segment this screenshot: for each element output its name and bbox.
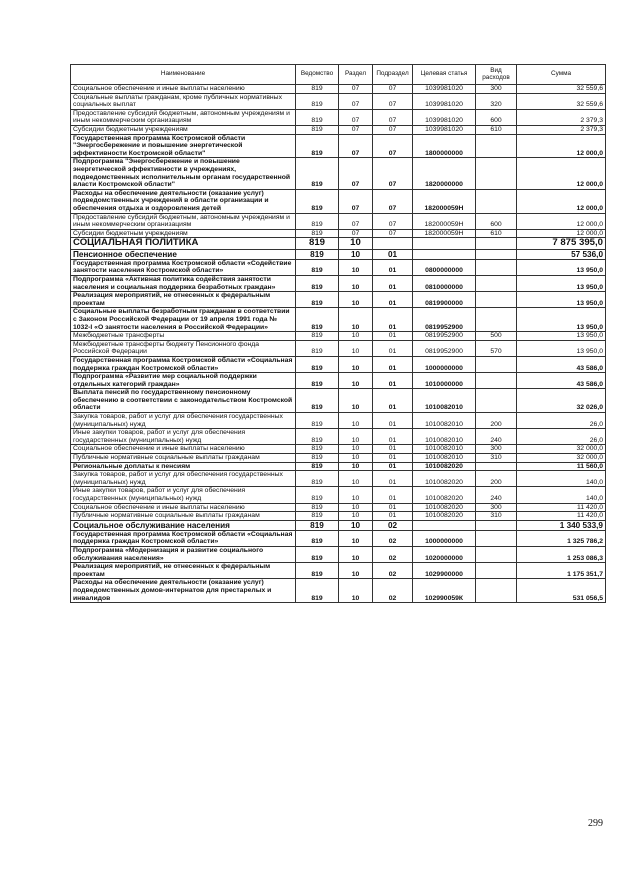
table-row xyxy=(71,471,606,487)
cell-kind: 200 xyxy=(476,413,517,429)
table-row xyxy=(71,546,606,562)
cell-name: Социальные выплаты гражданам, кроме публичных нормативных социальных выплат xyxy=(71,93,296,109)
cell-sum: 13 950,0 xyxy=(517,259,606,275)
cell-target: 1039981020 xyxy=(413,85,476,94)
cell-sub: 07 xyxy=(373,125,413,134)
cell-target xyxy=(413,238,476,250)
cell-target: 1800000000 xyxy=(413,134,476,158)
cell-sum: 12 000,0 xyxy=(517,158,606,189)
cell-sum: 11 420,0 xyxy=(517,512,606,521)
cell-sum: 32 000,0 xyxy=(517,445,606,454)
cell-kind: 600 xyxy=(476,109,517,125)
cell-target: 1010082020 xyxy=(413,503,476,512)
table-row xyxy=(71,389,606,413)
cell-sum: 12 000,0 xyxy=(517,134,606,158)
cell-name: Предоставление субсидий бюджетным, автономным учреждениям и иным некоммерческим организациям xyxy=(71,109,296,125)
cell-target: 182000059Н xyxy=(413,213,476,229)
cell-name: Выплата пенсий по государственному пенсионному обеспечению в соответствии с законодательством Костромской области xyxy=(71,389,296,413)
cell-name: Иные закупки товаров, работ и услуг для обеспечения государственных (муниципальных) нужд xyxy=(71,487,296,503)
cell-sub: 01 xyxy=(373,445,413,454)
cell-dept: 819 xyxy=(296,189,339,213)
header-sum: Сумма xyxy=(517,65,606,85)
header-section: Раздел xyxy=(339,65,373,85)
cell-sub: 07 xyxy=(373,229,413,238)
table-row xyxy=(71,520,606,530)
cell-sub: 01 xyxy=(373,340,413,356)
cell-sub: 01 xyxy=(373,356,413,372)
cell-kind xyxy=(476,308,517,332)
cell-sec: 10 xyxy=(339,259,373,275)
cell-sum: 1 253 086,3 xyxy=(517,546,606,562)
cell-target: 1010082010 xyxy=(413,445,476,454)
cell-sum: 13 950,0 xyxy=(517,340,606,356)
cell-sec: 10 xyxy=(339,487,373,503)
cell-sub: 07 xyxy=(373,93,413,109)
cell-sec: 07 xyxy=(339,189,373,213)
cell-name: Реализация мероприятий, не отнесенных к федеральным проектам xyxy=(71,563,296,579)
cell-name: Закупка товаров, работ и услуг для обеспечения государственных (муниципальных) нужд xyxy=(71,413,296,429)
cell-sub: 01 xyxy=(373,292,413,308)
cell-target: 1010082010 xyxy=(413,429,476,445)
cell-kind: 300 xyxy=(476,503,517,512)
cell-sec: 10 xyxy=(339,530,373,546)
cell-kind xyxy=(476,530,517,546)
table-row xyxy=(71,189,606,213)
cell-sec: 10 xyxy=(339,579,373,603)
cell-name: Пенсионное обеспечение xyxy=(71,249,296,259)
cell-name: Социальное обеспечение и иные выплаты населению xyxy=(71,85,296,94)
cell-kind xyxy=(476,520,517,530)
cell-sum: 12 000,0 xyxy=(517,213,606,229)
cell-dept: 819 xyxy=(296,512,339,521)
cell-name: Региональные доплаты к пенсиям xyxy=(71,462,296,471)
cell-kind: 300 xyxy=(476,445,517,454)
cell-target: 182000059Н xyxy=(413,229,476,238)
table-row xyxy=(71,512,606,521)
header-target: Целевая статья xyxy=(413,65,476,85)
cell-sec: 10 xyxy=(339,462,373,471)
table-row xyxy=(71,308,606,332)
cell-sum: 2 379,3 xyxy=(517,125,606,134)
cell-name: Иные закупки товаров, работ и услуг для обеспечения государственных (муниципальных) нужд xyxy=(71,429,296,445)
cell-sub: 02 xyxy=(373,563,413,579)
cell-sum: 12 000,0 xyxy=(517,229,606,238)
cell-sum: 32 026,0 xyxy=(517,389,606,413)
cell-dept: 819 xyxy=(296,546,339,562)
cell-dept: 819 xyxy=(296,487,339,503)
cell-sub: 01 xyxy=(373,429,413,445)
cell-name: Публичные нормативные социальные выплаты гражданам xyxy=(71,512,296,521)
cell-sum: 13 950,0 xyxy=(517,275,606,291)
table-row xyxy=(71,413,606,429)
cell-kind xyxy=(476,546,517,562)
table-header-row xyxy=(71,65,606,85)
cell-dept: 819 xyxy=(296,249,339,259)
cell-target xyxy=(413,520,476,530)
cell-dept: 819 xyxy=(296,356,339,372)
cell-dept: 819 xyxy=(296,389,339,413)
cell-target: 1010082020 xyxy=(413,471,476,487)
table-row xyxy=(71,238,606,250)
table-row xyxy=(71,445,606,454)
cell-sec: 10 xyxy=(339,471,373,487)
cell-sum: 32 000,0 xyxy=(517,454,606,463)
table-row xyxy=(71,93,606,109)
cell-sum: 26,0 xyxy=(517,429,606,445)
cell-dept: 819 xyxy=(296,229,339,238)
table-row xyxy=(71,213,606,229)
cell-sec: 10 xyxy=(339,454,373,463)
cell-dept: 819 xyxy=(296,462,339,471)
cell-name: Субсидии бюджетным учреждениям xyxy=(71,125,296,134)
cell-kind xyxy=(476,292,517,308)
cell-sum: 13 950,0 xyxy=(517,308,606,332)
cell-target: 1000000000 xyxy=(413,356,476,372)
cell-sum: 7 875 395,0 xyxy=(517,238,606,250)
cell-sec: 10 xyxy=(339,356,373,372)
cell-sec: 07 xyxy=(339,93,373,109)
cell-sec: 07 xyxy=(339,158,373,189)
cell-sub: 01 xyxy=(373,487,413,503)
cell-dept: 819 xyxy=(296,471,339,487)
table-row xyxy=(71,134,606,158)
cell-kind: 600 xyxy=(476,213,517,229)
cell-name: Субсидии бюджетным учреждениям xyxy=(71,229,296,238)
cell-sub: 01 xyxy=(373,462,413,471)
table-row xyxy=(71,373,606,389)
cell-kind: 300 xyxy=(476,85,517,94)
cell-target: 1010082020 xyxy=(413,462,476,471)
cell-name: Социальные выплаты безработным гражданам в соответствии с Законом Российской Федерации от 19 апреля 1991 года № 1032-I «О занятости населения в Российской Федерации» xyxy=(71,308,296,332)
cell-dept: 819 xyxy=(296,308,339,332)
cell-dept: 819 xyxy=(296,213,339,229)
cell-sec: 10 xyxy=(339,445,373,454)
table-row xyxy=(71,356,606,372)
cell-sum: 12 000,0 xyxy=(517,189,606,213)
cell-name: СОЦИАЛЬНАЯ ПОЛИТИКА xyxy=(71,238,296,250)
cell-target: 1010082010 xyxy=(413,389,476,413)
cell-sec: 10 xyxy=(339,546,373,562)
cell-sec: 10 xyxy=(339,512,373,521)
cell-sub: 01 xyxy=(373,471,413,487)
cell-kind: 200 xyxy=(476,471,517,487)
cell-kind xyxy=(476,275,517,291)
cell-sec: 10 xyxy=(339,429,373,445)
table-row xyxy=(71,125,606,134)
cell-target: 1010082010 xyxy=(413,413,476,429)
cell-sub xyxy=(373,238,413,250)
header-subsection: Подраздел xyxy=(373,65,413,85)
table-row xyxy=(71,259,606,275)
table-row xyxy=(71,454,606,463)
cell-sum: 140,0 xyxy=(517,471,606,487)
cell-target: 0819952900 xyxy=(413,308,476,332)
cell-kind: 570 xyxy=(476,340,517,356)
table-row xyxy=(71,530,606,546)
budget-table xyxy=(70,64,606,603)
cell-sec: 10 xyxy=(339,563,373,579)
table-row xyxy=(71,275,606,291)
cell-dept: 819 xyxy=(296,429,339,445)
cell-sec: 10 xyxy=(339,308,373,332)
cell-sum: 57 536,0 xyxy=(517,249,606,259)
table-row xyxy=(71,579,606,603)
cell-name: Публичные нормативные социальные выплаты гражданам xyxy=(71,454,296,463)
table-row xyxy=(71,487,606,503)
cell-name: Подпрограмма «Активная политика содействия занятости населения и социальная поддержка безработных граждан» xyxy=(71,275,296,291)
cell-kind: 610 xyxy=(476,125,517,134)
cell-sum: 11 560,0 xyxy=(517,462,606,471)
cell-kind: 500 xyxy=(476,332,517,341)
cell-target: 1039981020 xyxy=(413,125,476,134)
table-row xyxy=(71,429,606,445)
cell-sub: 01 xyxy=(373,332,413,341)
cell-sec: 10 xyxy=(339,238,373,250)
cell-sub: 01 xyxy=(373,413,413,429)
cell-target: 1039981020 xyxy=(413,93,476,109)
cell-dept: 819 xyxy=(296,158,339,189)
cell-kind: 240 xyxy=(476,487,517,503)
cell-dept: 819 xyxy=(296,85,339,94)
cell-sum: 13 950,0 xyxy=(517,332,606,341)
cell-sec: 10 xyxy=(339,292,373,308)
cell-kind: 240 xyxy=(476,429,517,445)
cell-dept: 819 xyxy=(296,563,339,579)
cell-target: 1000000000 xyxy=(413,530,476,546)
cell-target: 1010000000 xyxy=(413,373,476,389)
cell-kind xyxy=(476,373,517,389)
cell-dept: 819 xyxy=(296,275,339,291)
cell-dept: 819 xyxy=(296,259,339,275)
cell-sub: 01 xyxy=(373,308,413,332)
cell-sec: 10 xyxy=(339,413,373,429)
table-row xyxy=(71,332,606,341)
cell-sub: 07 xyxy=(373,134,413,158)
cell-name: Социальное обеспечение и иные выплаты населению xyxy=(71,445,296,454)
cell-target: 0819952900 xyxy=(413,340,476,356)
cell-dept: 819 xyxy=(296,445,339,454)
cell-dept: 819 xyxy=(296,93,339,109)
cell-dept: 819 xyxy=(296,579,339,603)
cell-sec: 07 xyxy=(339,134,373,158)
cell-sub: 01 xyxy=(373,259,413,275)
table-row xyxy=(71,503,606,512)
cell-sub: 01 xyxy=(373,249,413,259)
cell-sec: 07 xyxy=(339,85,373,94)
cell-name: Подпрограмма "Энергосбережение и повышение энергетической эффективности в учреждениях, подведомственных исполнительным органам государственной власти Костромской области" xyxy=(71,158,296,189)
cell-target: 0810000000 xyxy=(413,275,476,291)
cell-kind: 310 xyxy=(476,512,517,521)
cell-kind: 320 xyxy=(476,93,517,109)
cell-sum: 13 950,0 xyxy=(517,292,606,308)
header-name: Наименование xyxy=(71,65,296,85)
cell-sec: 10 xyxy=(339,503,373,512)
cell-dept: 819 xyxy=(296,134,339,158)
cell-target: 1010082020 xyxy=(413,487,476,503)
cell-target: 1010082010 xyxy=(413,454,476,463)
cell-target: 0819952900 xyxy=(413,332,476,341)
cell-sec: 10 xyxy=(339,389,373,413)
cell-sum: 531 056,5 xyxy=(517,579,606,603)
cell-name: Государственная программа Костромской области "Энергосбережение и повышение энергетической эффективности Костромской области" xyxy=(71,134,296,158)
cell-kind xyxy=(476,238,517,250)
table-row xyxy=(71,563,606,579)
cell-name: Подпрограмма «Модернизация и развитие социального обслуживания населения» xyxy=(71,546,296,562)
cell-sub: 01 xyxy=(373,389,413,413)
header-dept: Ведомство xyxy=(296,65,339,85)
cell-sec: 10 xyxy=(339,275,373,291)
cell-name: Расходы на обеспечение деятельности (оказание услуг) подведомственных домов-интернатов для престарелых и инвалидов xyxy=(71,579,296,603)
cell-sum: 1 325 786,2 xyxy=(517,530,606,546)
header-kind: Вид расходов xyxy=(476,65,517,85)
cell-dept: 819 xyxy=(296,413,339,429)
cell-dept: 819 xyxy=(296,332,339,341)
cell-sum: 11 420,0 xyxy=(517,503,606,512)
cell-name: Межбюджетные трансферты xyxy=(71,332,296,341)
cell-sub: 01 xyxy=(373,454,413,463)
cell-sec: 07 xyxy=(339,213,373,229)
cell-target: 1039981020 xyxy=(413,109,476,125)
cell-sub: 07 xyxy=(373,158,413,189)
cell-sec: 07 xyxy=(339,125,373,134)
cell-name: Предоставление субсидий бюджетным, автономным учреждениям и иным некоммерческим организациям xyxy=(71,213,296,229)
cell-target: 182000059Н xyxy=(413,189,476,213)
cell-kind: 310 xyxy=(476,454,517,463)
cell-dept: 819 xyxy=(296,520,339,530)
cell-sum: 1 340 533,9 xyxy=(517,520,606,530)
cell-kind xyxy=(476,563,517,579)
cell-dept: 819 xyxy=(296,340,339,356)
table-row xyxy=(71,340,606,356)
table-row xyxy=(71,292,606,308)
cell-dept: 819 xyxy=(296,530,339,546)
cell-name: Подпрограмма «Развитие мер социальной поддержки отдельных категорий граждан» xyxy=(71,373,296,389)
cell-dept: 819 xyxy=(296,109,339,125)
cell-target: 1029900000 xyxy=(413,563,476,579)
cell-sub: 01 xyxy=(373,512,413,521)
cell-sec: 10 xyxy=(339,332,373,341)
cell-dept: 819 xyxy=(296,373,339,389)
table-row xyxy=(71,249,606,259)
cell-sum: 26,0 xyxy=(517,413,606,429)
cell-dept: 819 xyxy=(296,125,339,134)
cell-sub: 07 xyxy=(373,109,413,125)
cell-kind xyxy=(476,134,517,158)
cell-sub: 07 xyxy=(373,213,413,229)
page-number: 299 xyxy=(588,818,603,829)
cell-name: Государственная программа Костромской области «Социальная поддержка граждан Костромской области» xyxy=(71,530,296,546)
cell-sub: 01 xyxy=(373,503,413,512)
cell-target: 0800000000 xyxy=(413,259,476,275)
cell-sec: 10 xyxy=(339,249,373,259)
table-row xyxy=(71,229,606,238)
cell-name: Расходы на обеспечение деятельности (оказание услуг) подведомственных учреждений в области организации и обеспечения отдыха и оздоровления детей xyxy=(71,189,296,213)
cell-sum: 43 586,0 xyxy=(517,373,606,389)
cell-dept: 819 xyxy=(296,238,339,250)
cell-target xyxy=(413,249,476,259)
cell-sum: 32 559,6 xyxy=(517,93,606,109)
cell-sub: 07 xyxy=(373,85,413,94)
cell-sub: 02 xyxy=(373,546,413,562)
cell-target: 1010082020 xyxy=(413,512,476,521)
cell-target: 0819900000 xyxy=(413,292,476,308)
cell-dept: 819 xyxy=(296,454,339,463)
cell-kind xyxy=(476,158,517,189)
cell-name: Государственная программа Костромской области «Социальная поддержка граждан Костромской области» xyxy=(71,356,296,372)
cell-sec: 07 xyxy=(339,229,373,238)
cell-sub: 01 xyxy=(373,275,413,291)
cell-sec: 10 xyxy=(339,340,373,356)
cell-sum: 2 379,3 xyxy=(517,109,606,125)
cell-name: Реализация мероприятий, не отнесенных к федеральным проектам xyxy=(71,292,296,308)
cell-kind xyxy=(476,249,517,259)
cell-sum: 140,0 xyxy=(517,487,606,503)
table-row xyxy=(71,109,606,125)
cell-sec: 10 xyxy=(339,373,373,389)
cell-name: Государственная программа Костромской области «Содействие занятости населения Костромской области» xyxy=(71,259,296,275)
cell-sum: 32 559,6 xyxy=(517,85,606,94)
cell-target: 1820000000 xyxy=(413,158,476,189)
table-row xyxy=(71,85,606,94)
cell-sub: 02 xyxy=(373,530,413,546)
cell-kind xyxy=(476,356,517,372)
cell-kind: 610 xyxy=(476,229,517,238)
cell-sec: 10 xyxy=(339,520,373,530)
table-row xyxy=(71,158,606,189)
cell-sec: 07 xyxy=(339,109,373,125)
cell-target: 1020000000 xyxy=(413,546,476,562)
cell-dept: 819 xyxy=(296,292,339,308)
table-row xyxy=(71,462,606,471)
cell-name: Закупка товаров, работ и услуг для обеспечения государственных (муниципальных) нужд xyxy=(71,471,296,487)
cell-name: Межбюджетные трансферты бюджету Пенсионного фонда Российской Федерации xyxy=(71,340,296,356)
cell-sum: 1 175 351,7 xyxy=(517,563,606,579)
cell-sub: 01 xyxy=(373,373,413,389)
cell-sub: 07 xyxy=(373,189,413,213)
cell-sub: 02 xyxy=(373,579,413,603)
cell-kind xyxy=(476,259,517,275)
cell-kind xyxy=(476,579,517,603)
cell-target: 102990059К xyxy=(413,579,476,603)
cell-kind xyxy=(476,389,517,413)
cell-name: Социальное обеспечение и иные выплаты населению xyxy=(71,503,296,512)
cell-kind xyxy=(476,462,517,471)
cell-name: Социальное обслуживание населения xyxy=(71,520,296,530)
cell-sum: 43 586,0 xyxy=(517,356,606,372)
cell-kind xyxy=(476,189,517,213)
cell-dept: 819 xyxy=(296,503,339,512)
cell-sub: 02 xyxy=(373,520,413,530)
